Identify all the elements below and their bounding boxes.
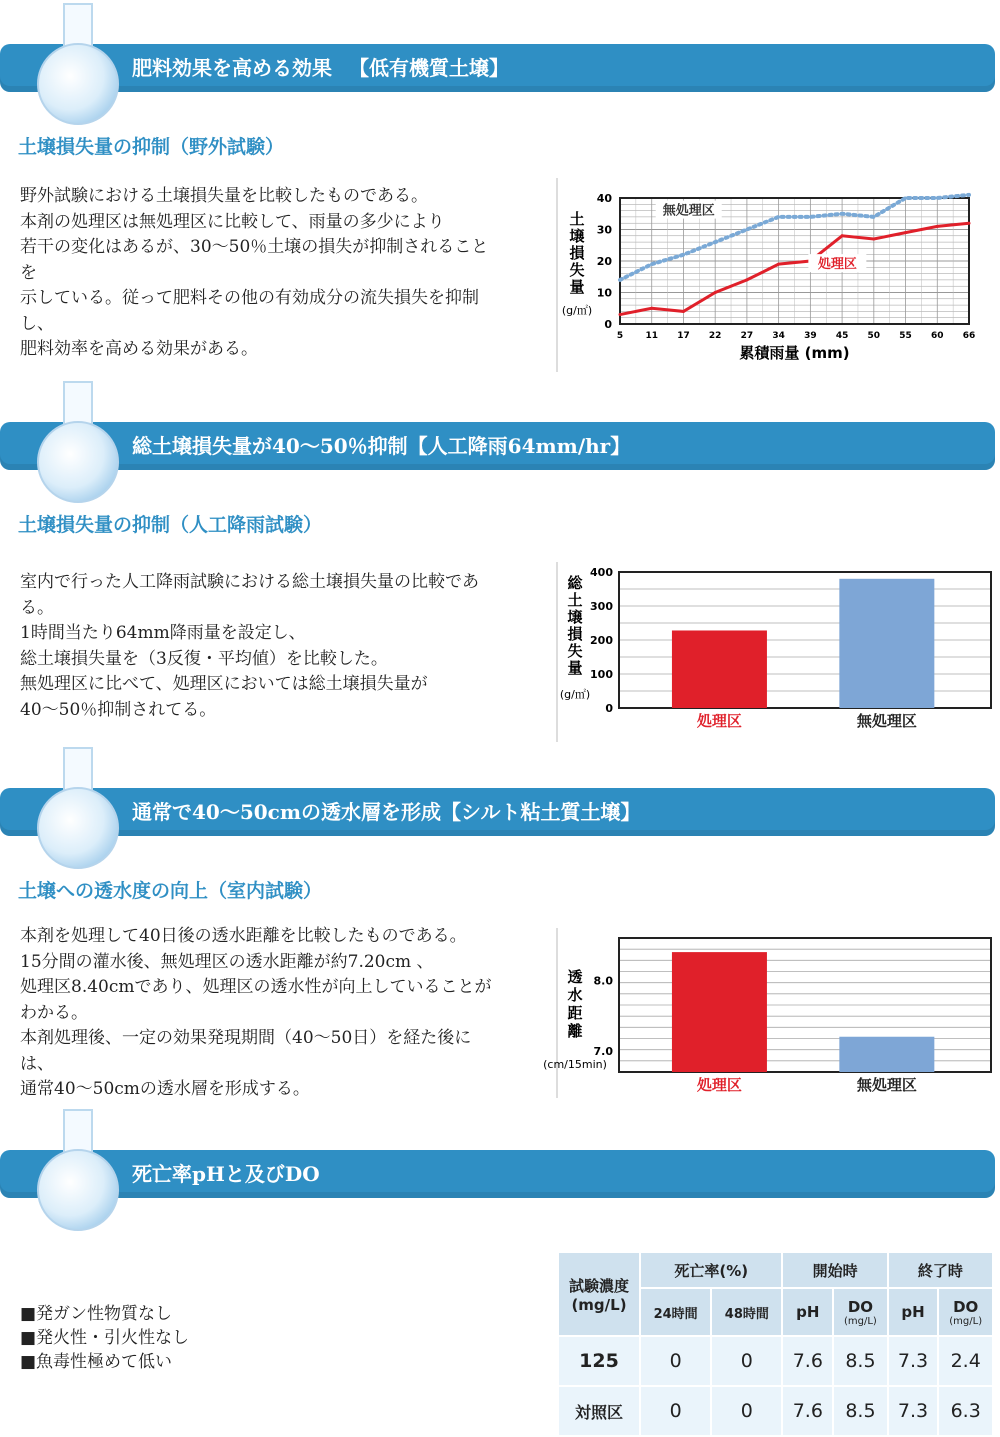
bar-1 — [672, 952, 767, 1072]
x-tick-label: 処理区 — [696, 712, 742, 730]
bar-2 — [839, 579, 934, 708]
header-start: 開始時 — [782, 1252, 887, 1288]
data-point — [872, 215, 875, 218]
data-point — [619, 313, 622, 316]
y-tick-label: 7.0 — [593, 1044, 613, 1058]
data-point — [841, 212, 844, 215]
y-axis-label: 量 — [567, 659, 583, 677]
section-title-4: 死亡率pHと及びDO — [132, 1162, 320, 1186]
data-point — [936, 225, 939, 228]
section-subtitle-3: 土壌への透水度の向上（室内試験） — [18, 880, 323, 902]
section-banner-4 — [0, 1150, 995, 1198]
x-tick-label: 27 — [740, 331, 754, 341]
y-axis-label: 損 — [567, 625, 583, 643]
y-axis-label: 壌 — [567, 608, 583, 626]
y-tick-label: 40 — [596, 192, 612, 205]
data-point — [809, 215, 812, 218]
header-24h: 24時間 — [640, 1288, 711, 1336]
y-tick-label: 20 — [596, 255, 612, 268]
toxicity-table — [557, 1251, 994, 1437]
y-axis-unit: (g/㎡) — [559, 688, 591, 701]
y-axis-label: 土 — [569, 210, 585, 228]
y-axis-label: 失 — [569, 261, 585, 279]
section-banner-3 — [0, 788, 995, 836]
bar-1 — [672, 630, 767, 708]
header-ph-end: pH — [888, 1288, 939, 1336]
y-axis-unit: (g/㎡) — [561, 304, 593, 317]
section-subtitle-1: 土壌損失量の抑制（野外試験） — [18, 136, 285, 158]
safety-bullet-list — [20, 1302, 189, 1374]
y-tick-label: 0 — [604, 318, 612, 331]
data-point — [745, 228, 748, 231]
data-point — [650, 263, 653, 266]
x-tick-label: 39 — [804, 331, 817, 341]
table-row: 対照区 0 0 7.6 8.5 7.3 6.3 — [558, 1386, 993, 1436]
y-axis-label: 壌 — [569, 227, 585, 245]
y-axis-label: 損 — [569, 244, 585, 262]
data-point — [968, 193, 971, 196]
x-axis-label: 累積雨量 (mm) — [739, 344, 850, 362]
x-tick-label: 45 — [835, 331, 849, 341]
y-tick-label: 300 — [590, 600, 613, 613]
header-mortality: 死亡率(%) — [640, 1252, 782, 1288]
header-do-start: DO (mg/L) — [833, 1288, 888, 1336]
section-body-3: 本剤を処理して40日後の透水距離を比較したものである。 15分間の灌水後、無処理区の透水距離が約7.20cm 、 処理区8.40cmであり、処理区の透水性が向上していることが わかる。 本剤処理後、一定の効果発現期間（40〜50日）を経た後に は、 通常40〜50cmの透水層を形成する。 — [20, 926, 492, 1099]
data-point — [936, 197, 939, 200]
list-item: ■発ガン性物質なし — [20, 1304, 173, 1324]
y-tick-label: 30 — [596, 223, 612, 237]
y-axis-label: 水 — [567, 986, 583, 1004]
total-soil-loss-bar-chart — [557, 562, 997, 742]
section-title-3: 通常で40〜50cmの透水層を形成【シルト粘土質土壌】 — [132, 800, 641, 824]
x-tick-label: 55 — [899, 331, 912, 341]
y-axis-label: 失 — [567, 642, 583, 660]
y-tick-label: 10 — [596, 286, 612, 300]
y-tick-label: 100 — [590, 668, 613, 681]
section-body-2: 室内で行った人工降雨試験における総土壌損失量の比較であ る。 1時間当たり64mm降雨量を設定し、 総土壌損失量を（3反復・平均値）を比較した。 無処理区に比べて、処理区においては総土壌損失量が 40〜50％抑制されてる。 — [20, 572, 479, 720]
data-point — [682, 253, 685, 256]
y-axis-label: 量 — [569, 278, 585, 296]
x-tick-label: 34 — [772, 331, 785, 341]
soil-loss-line-chart — [557, 178, 997, 372]
x-tick-label: 22 — [708, 331, 722, 341]
header-ph-start: pH — [782, 1288, 833, 1336]
data-point — [682, 310, 685, 313]
section-title-2: 総土壌損失量が40〜50％抑制【人工降雨64mm/hr】 — [132, 434, 631, 458]
x-tick-label: 無処理区 — [856, 1076, 917, 1094]
data-point — [777, 263, 780, 266]
y-axis-label: 土 — [567, 591, 583, 609]
header-48h: 48時間 — [711, 1288, 782, 1336]
x-tick-label: 17 — [677, 331, 690, 341]
data-point — [904, 231, 907, 234]
series-label: 処理区 — [817, 257, 857, 273]
y-tick-label: 200 — [590, 634, 613, 647]
table-row: 125 0 0 7.6 8.5 7.3 2.4 — [558, 1336, 993, 1386]
y-tick-label: 8.0 — [593, 974, 613, 988]
x-tick-label: 処理区 — [696, 1076, 742, 1094]
permeability-bar-chart — [543, 928, 997, 1098]
section-title-1: 肥料効果を高める効果 【低有機質土壌】 — [132, 56, 509, 80]
data-point — [714, 241, 717, 244]
y-tick-label: 400 — [590, 566, 613, 579]
y-axis-label: 総 — [567, 574, 583, 592]
data-point — [841, 234, 844, 237]
data-point — [745, 278, 748, 281]
section-body-1: 野外試験における土壌損失量を比較したものである。 本剤の処理区は無処理区に比較して、雨量の多少により 若干の変化はあるが、30〜50％土壌の損失が抑制されること を 示している。従って肥料その他の有効成分の流失損失を抑制 し、 肥料効率を高める効果がある。 — [20, 186, 489, 359]
flask-icon — [20, 1106, 140, 1266]
y-axis-unit: (cm/15min) — [543, 1058, 607, 1071]
x-tick-label: 60 — [931, 331, 944, 341]
data-point — [619, 278, 622, 281]
data-point — [904, 197, 907, 200]
series-label: 無処理区 — [662, 203, 715, 219]
data-point — [650, 307, 653, 310]
table-header-row — [558, 1252, 993, 1288]
y-tick-label: 0 — [605, 702, 613, 715]
x-tick-label: 無処理区 — [856, 712, 917, 730]
header-do-end: DO (mg/L) — [938, 1288, 993, 1336]
data-point — [777, 215, 780, 218]
x-tick-label: 11 — [645, 331, 658, 341]
data-point — [714, 291, 717, 294]
section-banner-2 — [0, 422, 995, 470]
list-item: ■発火性・引火性なし — [20, 1328, 190, 1348]
section-subtitle-2: 土壌損失量の抑制（人工降雨試験） — [18, 514, 323, 536]
list-item: ■魚毒性極めて低い — [20, 1352, 173, 1372]
section-banner-1 — [0, 44, 995, 92]
data-point — [968, 222, 971, 225]
data-point — [872, 237, 875, 240]
y-axis-label: 離 — [567, 1022, 583, 1040]
bar-2 — [839, 1037, 934, 1072]
header-concentration: 試験濃度 (mg/L) — [558, 1252, 640, 1336]
header-end: 終了時 — [888, 1252, 993, 1288]
x-tick-label: 66 — [962, 331, 976, 341]
x-tick-label: 5 — [616, 331, 624, 341]
y-axis-label: 距 — [567, 1004, 583, 1022]
y-axis-label: 透 — [567, 968, 583, 986]
x-tick-label: 50 — [867, 331, 881, 341]
